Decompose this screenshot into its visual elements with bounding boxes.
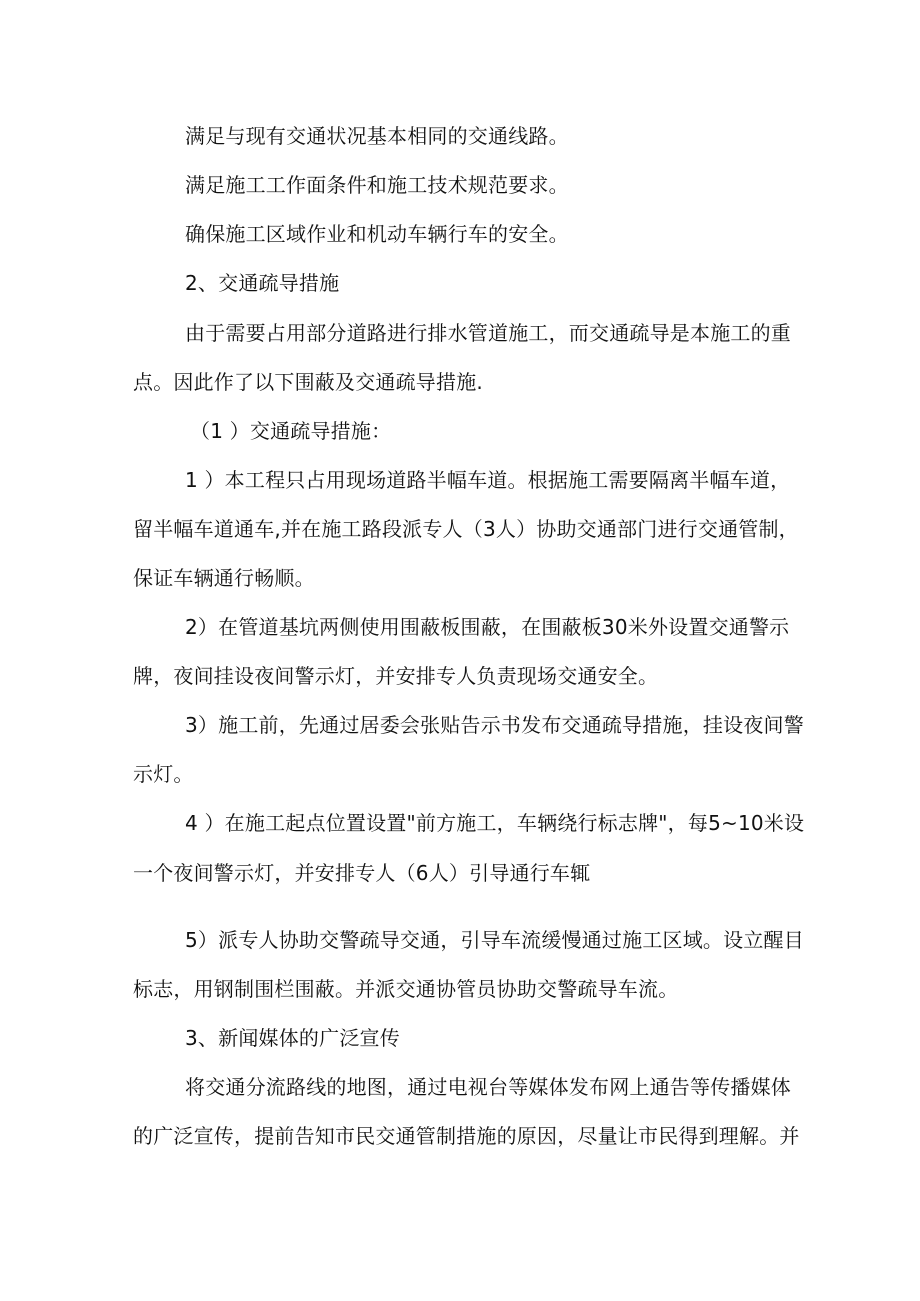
paragraph-line: 满足施工工作面条件和施工技术规范要求。	[185, 173, 569, 197]
paragraph-line: 一个夜间警示灯，并安排专人（6人）引导通行车辄	[133, 861, 591, 885]
paragraph-line: 的广泛宣传，提前告知市民交通管制措施的原因，尽量让市民得到理解。并	[133, 1124, 800, 1148]
paragraph-line: 点。因此作了以下围蔽及交通疏导措施.	[133, 370, 483, 394]
paragraph-line: 满足与现有交通状况基本相同的交通线路。	[185, 124, 569, 148]
section-heading: 3、新闻媒体的广泛宣传	[185, 1026, 400, 1050]
paragraph-line: 5）派专人协助交警疏导交通，引导车流缓慢通过施工区域。设立醒目	[185, 928, 804, 952]
paragraph-line: 牌，夜间挂设夜间警示灯，并安排专人负责现场交通安全。	[133, 664, 659, 688]
paragraph-line: 4 ）在施工起点位置设置"前方施工，车辆绕行标志牌"，每5~10米设	[185, 811, 805, 835]
paragraph-line: 将交通分流路线的地图，通过电视台等媒体发布网上通告等传播媒体	[185, 1075, 791, 1099]
section-heading: 2、交通疏导措施	[185, 271, 340, 295]
paragraph-line: 留半幅车道通车,并在施工路段派专人（3人）协助交通部门进行交通管制，	[133, 517, 799, 541]
paragraph-line: 由于需要占用部分道路进行排水管道施工，而交通疏导是本施工的重	[185, 321, 791, 345]
paragraph-line: 确保施工区域作业和机动车辆行车的安全。	[185, 222, 569, 246]
subsection-heading: （1 ）交通疏导措施：	[190, 419, 392, 443]
paragraph-line: 1 ）本工程只占用现场道路半幅车道。根据施工需要隔离半幅车道，	[185, 468, 791, 492]
paragraph-line: 标志，用钢制围栏围蔽。并派交通协管员协助交警疏导车流。	[133, 977, 679, 1001]
paragraph-line: 2）在管道基坑两侧使用围蔽板围蔽，在围蔽板30米外设置交通警示	[185, 615, 790, 639]
paragraph-line: 保证车辆通行畅顺。	[133, 566, 315, 590]
paragraph-line: 示灯。	[133, 762, 194, 786]
paragraph-line: 3）施工前，先通过居委会张贴告示书发布交通疏导措施，挂设夜间警	[185, 713, 804, 737]
